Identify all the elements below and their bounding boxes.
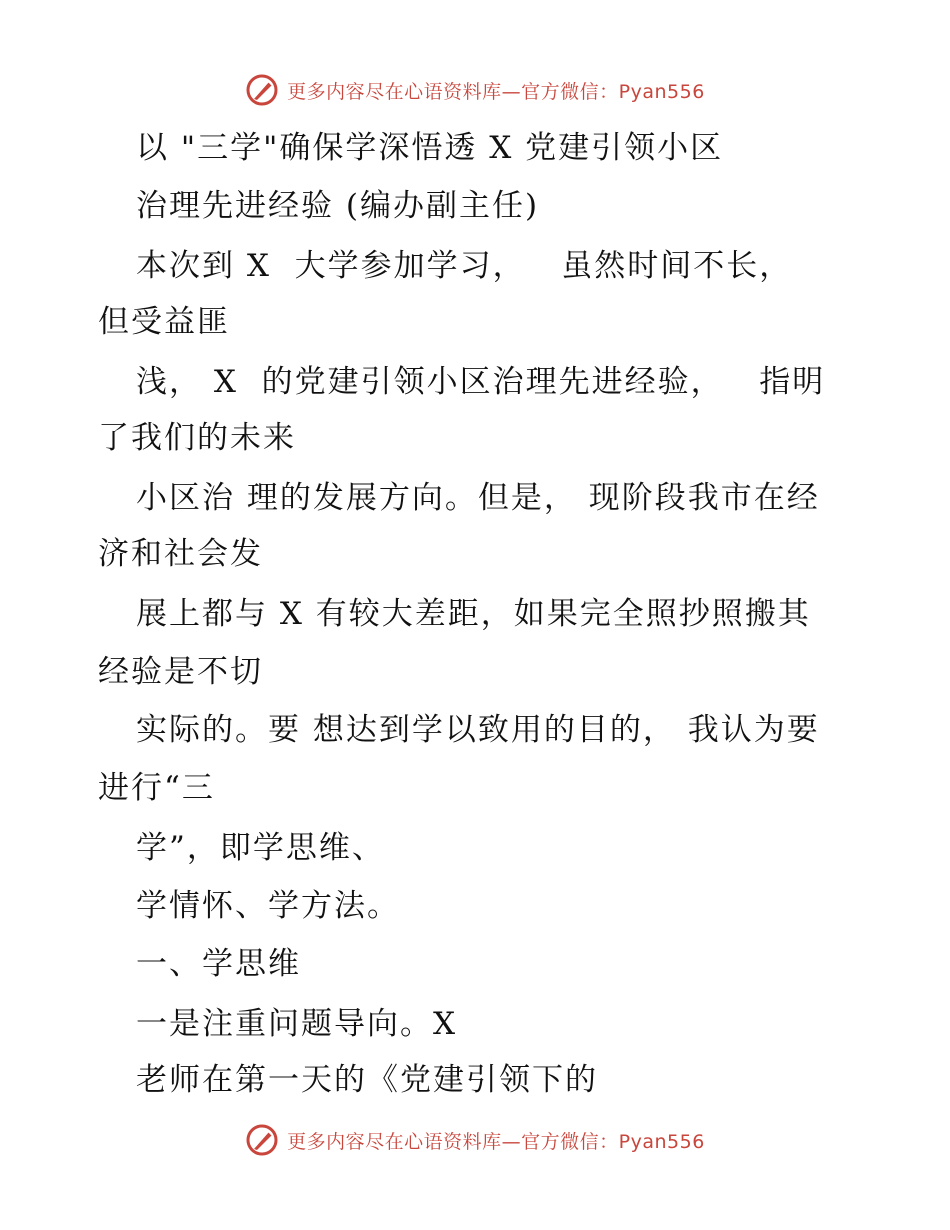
text-line: 了我们的未来 (98, 420, 296, 456)
feather-pen-icon (245, 73, 279, 107)
text-line: 一、学思维 (136, 946, 301, 982)
watermark-label: 更多内容尽在心语资料库—官方微信： (287, 1130, 619, 1153)
watermark-wechat-id: Pyan556 (618, 1130, 705, 1153)
header-watermark (0, 70, 950, 110)
text-line: 以 "三学"确保学深悟透 X 党建引领小区 (136, 130, 724, 166)
text-line: 小区治 理的发展方向。但是， 现阶段我市在经 (136, 480, 820, 516)
watermark-text (287, 1127, 705, 1154)
text-line: 浅， X 的党建引领小区治理先进经验， 指明 (136, 364, 826, 400)
text-line: 治理先进经验 (编办副主任) (136, 188, 540, 224)
watermark-text (287, 77, 705, 104)
text-line: 学”，即学思维、 (136, 830, 385, 866)
text-line: 实际的。要 想达到学以致用的目的， 我认为要 (136, 712, 820, 748)
text-line: 学情怀、学方法。 (136, 888, 400, 924)
text-line: 但受益匪 (98, 304, 230, 340)
text-line: 本次到 X 大学参加学习， 虽然时间不长， (136, 248, 793, 284)
footer-watermark (0, 1120, 950, 1160)
text-line: 一是注重问题导向。X (136, 1006, 458, 1042)
text-line: 经验是不切 (98, 654, 263, 690)
watermark-wechat-id: Pyan556 (618, 80, 705, 103)
text-line: 展上都与 X 有较大差距，如果完全照抄照搬其 (136, 596, 811, 632)
feather-pen-icon (245, 1123, 279, 1157)
watermark-label: 更多内容尽在心语资料库—官方微信： (287, 80, 619, 103)
text-line: 济和社会发 (98, 536, 263, 572)
text-line: 进行“三 (98, 770, 215, 806)
text-line: 老师在第一天的《党建引领下的 (136, 1062, 598, 1098)
